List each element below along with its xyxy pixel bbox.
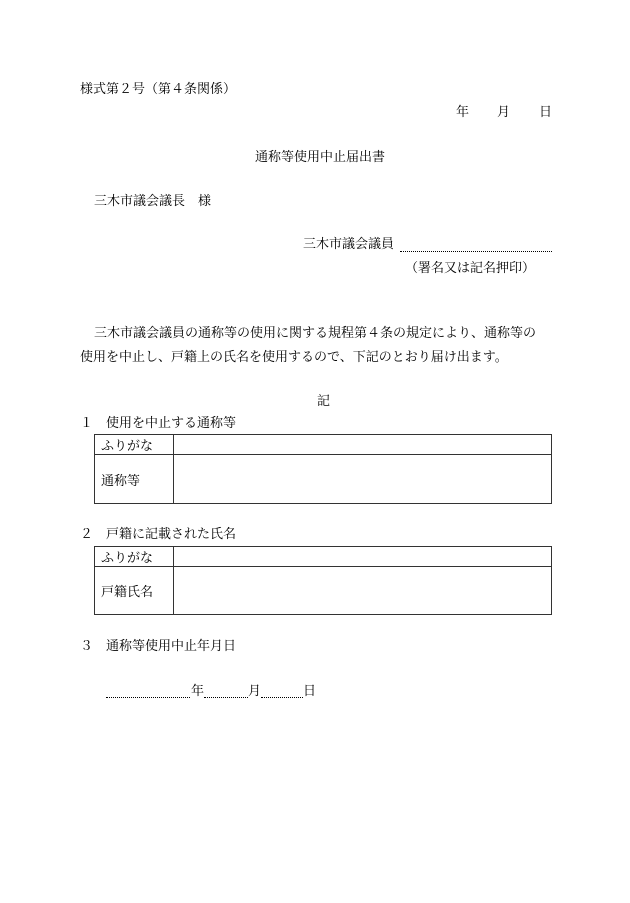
- furigana-label: ふりがな: [95, 547, 174, 567]
- ki-heading: 記: [317, 394, 331, 409]
- date-year-label: 年: [456, 105, 470, 120]
- furigana-label: ふりがな: [95, 435, 174, 455]
- body-paragraph-line2: 使用を中止し、戸籍上の氏名を使用するので、下記のとおり届け出ます。: [80, 350, 508, 365]
- table-row: [95, 455, 552, 504]
- tsusho-input-cell[interactable]: [174, 455, 552, 504]
- table-row: [95, 435, 552, 455]
- document-title: 通称等使用中止届出書: [255, 150, 386, 165]
- stop-date-year-line[interactable]: [106, 697, 190, 698]
- section3-heading: ３ 通称等使用中止年月日: [80, 639, 237, 654]
- signature-line[interactable]: [400, 251, 552, 252]
- addressee: 三木市議会議長 様: [94, 194, 212, 209]
- signature-note: （署名又は記名押印）: [405, 261, 536, 276]
- table-row: [95, 547, 552, 567]
- stop-date-day-label: 日: [303, 684, 317, 699]
- furigana-input-cell[interactable]: [174, 547, 552, 567]
- date-day-label: 日: [539, 105, 553, 120]
- section1-heading: １ 使用を中止する通称等: [80, 416, 237, 431]
- date-month-label: 月: [497, 105, 511, 120]
- furigana-input-cell[interactable]: [174, 435, 552, 455]
- stop-date-month-line[interactable]: [204, 697, 248, 698]
- stop-date-year-label: 年: [191, 684, 205, 699]
- body-paragraph-line1: 三木市議会議員の通称等の使用に関する規程第４条の規定により、通称等の: [94, 326, 537, 341]
- table-row: [95, 567, 552, 615]
- section2-heading: ２ 戸籍に記載された氏名: [80, 527, 237, 542]
- form-number: 様式第２号（第４条関係）: [80, 82, 237, 97]
- section2-table: [94, 546, 552, 615]
- koseki-name-input-cell[interactable]: [174, 567, 552, 615]
- stop-date-month-label: 月: [248, 684, 262, 699]
- stop-date-day-line[interactable]: [261, 697, 303, 698]
- koseki-name-label: 戸籍氏名: [95, 567, 174, 615]
- sender-label: 三木市議会議員: [303, 237, 395, 252]
- tsusho-label: 通称等: [95, 455, 174, 504]
- section1-table: [94, 434, 552, 504]
